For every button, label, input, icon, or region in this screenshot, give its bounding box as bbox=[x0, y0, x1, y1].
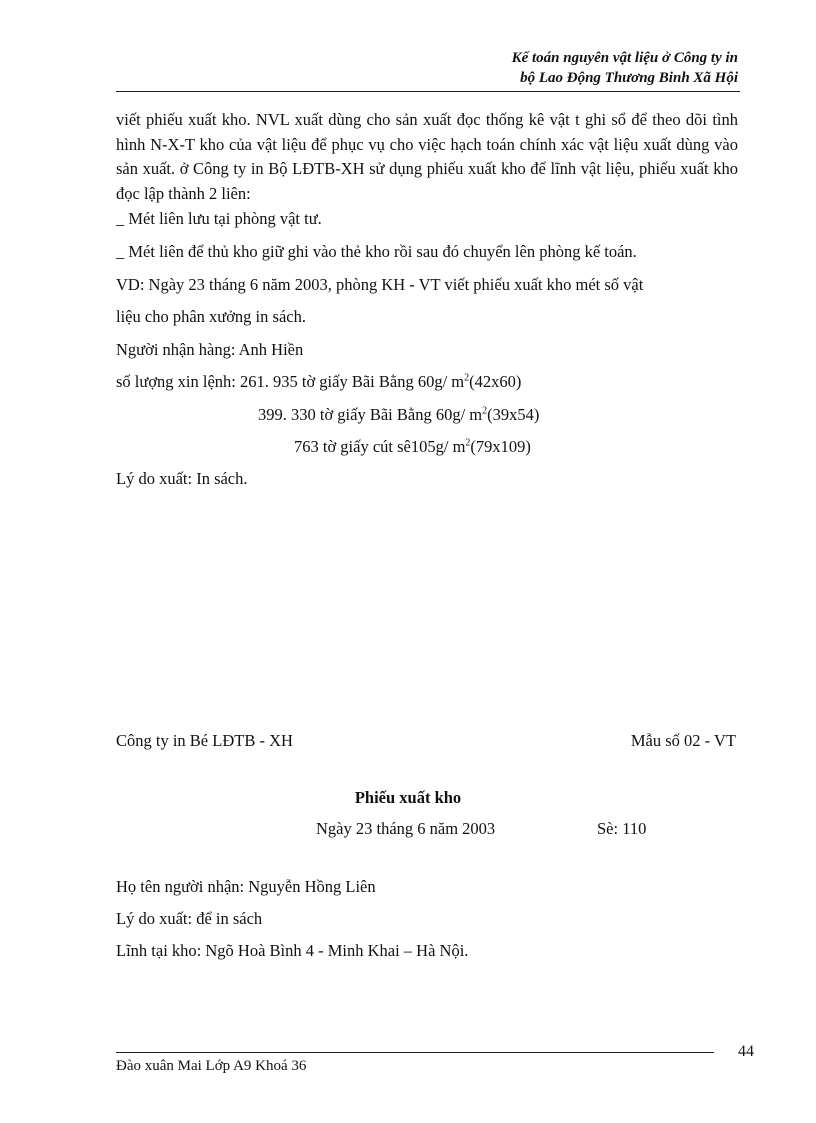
form-recipient: Họ tên người nhận: Nguyễn Hồng Liên bbox=[116, 877, 376, 896]
footer-rule bbox=[116, 1052, 714, 1053]
quantity-line-2 bbox=[258, 405, 539, 425]
form-company: Công ty in Bé LĐTB - XH bbox=[116, 731, 293, 750]
header-rule bbox=[116, 91, 740, 92]
receiver-line: Người nhận hàng: Anh Hiền bbox=[116, 340, 304, 359]
running-header bbox=[512, 48, 738, 88]
header-line-2: bộ Lao Động Thương Binh Xã Hội bbox=[520, 70, 738, 86]
header-line-1: Kế toán nguyên vật liệu ở Công ty in bbox=[511, 50, 738, 66]
page-number: 44 bbox=[738, 1043, 754, 1060]
superscript-2: 2 bbox=[482, 405, 488, 417]
bullet-2: _ Mét liên để thủ kho giữ ghi vào thẻ kho rồi sau đó chuyển lên phòng kế toán. bbox=[116, 242, 637, 261]
body-paragraph: viết phiếu xuất kho. NVL xuất dùng cho sản xuất đọc thống kê vật t ghi sổ để theo dõi tình hình N-X-T kho của vật liệu để phục vụ cho việc hạch toán chính xác vật liệu xuất dùng vào sản xuất. ở Công ty in Bộ LĐTB-XH sử dụng phiếu xuất kho để lĩnh vật liệu, phiếu xuất kho đọc lập thành 2 liên: bbox=[116, 110, 738, 203]
form-title: Phiếu xuất kho bbox=[354, 788, 462, 807]
superscript-2: 2 bbox=[465, 437, 471, 449]
superscript-2: 2 bbox=[464, 372, 470, 384]
quantity-1-size: (42x60) bbox=[469, 372, 522, 391]
form-code: Mẫu số 02 - VT bbox=[630, 731, 736, 750]
quantity-line-1 bbox=[116, 372, 521, 392]
form-warehouse: Lĩnh tại kho: Ngõ Hoà Bình 4 - Minh Khai – Hà Nội. bbox=[116, 941, 469, 960]
form-reason: Lý do xuất: để in sách bbox=[116, 909, 263, 928]
reason-line: Lý do xuất: In sách. bbox=[116, 469, 248, 488]
quantity-3-size: (79x109) bbox=[470, 437, 531, 456]
bullet-1: _ Mét liên lưu tại phòng vật tư. bbox=[116, 209, 322, 228]
example-line-2: liệu cho phân xưởng in sách. bbox=[116, 307, 306, 326]
form-number: Sè: 110 bbox=[597, 819, 647, 838]
quantity-label: số lượng xin lệnh: 261. 935 tờ giấy Bãi Bằng 60g/ m bbox=[116, 372, 465, 391]
quantity-3-main: 763 tờ giấy cút sê105g/ m bbox=[294, 437, 466, 456]
quantity-2-main: 399. 330 tờ giấy Bãi Bằng 60g/ m bbox=[258, 405, 483, 424]
quantity-2-size: (39x54) bbox=[487, 405, 540, 424]
footer-author: Đào xuân Mai Lớp A9 Khoá 36 bbox=[116, 1058, 307, 1074]
quantity-line-3 bbox=[294, 437, 531, 457]
example-line-1: VD: Ngày 23 tháng 6 năm 2003, phòng KH - VT viết phiếu xuất kho mét số vật bbox=[116, 275, 644, 294]
form-date: Ngày 23 tháng 6 năm 2003 bbox=[316, 819, 496, 838]
